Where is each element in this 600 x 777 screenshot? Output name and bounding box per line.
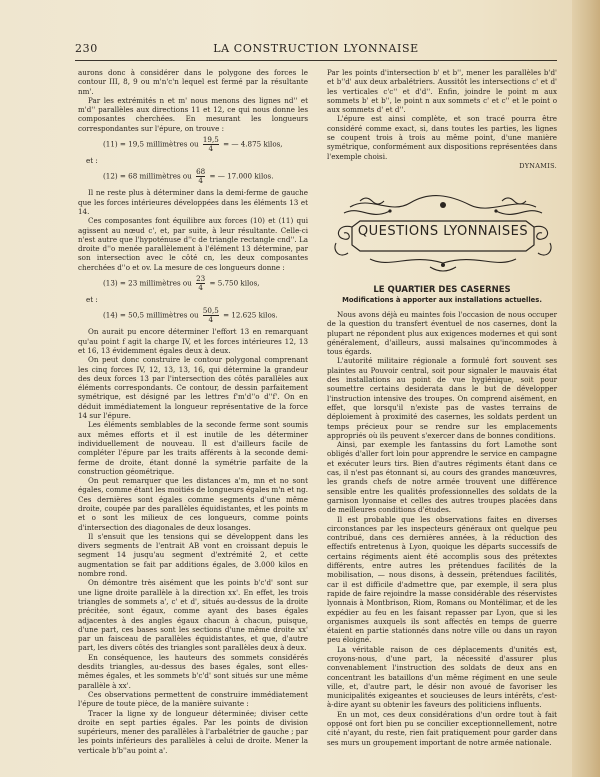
running-header	[75, 40, 557, 58]
paragraph: On peut donc construire le contour polygonal comprenant les cinq forces IV, 12, 13, 13, 16, qui détermine la grandeur des deux forces 13 par l'intersection des côtés parallèles aux éléments correspondants. Ce contour, de dessin parfaitement symétrique, est désigné par les lettres f'm'd''o d''f'. On en déduit immédiatement la longueur représentative de la force 14 sur l'épure.	[78, 355, 308, 421]
equation-rhs: = 12.625 kilos.	[223, 310, 278, 320]
paragraph: En conséquence, les hauteurs des sommets considérés desdits triangles, au-dessus des bases égales, sont elles-mêmes égales, et les sommets b'c'd' sont situés sur une même parallèle à xx'.	[78, 652, 308, 690]
paragraph: La véritable raison de ces déplacements d'unités est, croyons-nous, d'une part, la nécessité d'assurer plus convenablement l'instruction des soldats de deux ans en concentrant les bataillons d'un même régiment en une seule ville, et, d'autre part, le désir non avoué de favoriser les municipalités exigeantes et soucieuses de leurs intérêts, c'est-à-dire ayant su obtenir les faveurs des politiciens influents.	[327, 644, 557, 710]
fraction-denominator: 4	[196, 283, 205, 292]
fraction-numerator: 19,5	[202, 135, 219, 145]
journal-title: LA CONSTRUCTION LYONNAISE	[213, 42, 419, 55]
paragraph: Ces composantes font équilibre aux forces (10) et (11) qui agissent au nœud c', et, par suite, à leur résultante. Celle-ci n'est autre que l'hypoténuse d''c de triangle rectangle cnd''. La droite d''o menée parallèlement à l'élément 13 détermine, par son intersection avec le côté cn, les deux composantes cherchées d''o et ov. La mesure de ces longueurs donne :	[78, 216, 308, 272]
paragraph: L'épure est ainsi complète, et son tracé pourra être considéré comme exact, si, dans toutes les parties, les lignes se coupent trois à trois au même point, d'une manière symétrique, conformément aux dispositions représentées dans l'exemple choisi.	[327, 114, 557, 161]
banner-title: QUESTIONS LYONNAISES	[357, 224, 529, 239]
fraction	[196, 275, 205, 292]
right-column-article	[327, 310, 557, 747]
equation-13	[78, 275, 308, 292]
fraction-numerator: 68	[196, 167, 206, 177]
section-title: LE QUARTIER DES CASERNES	[373, 285, 511, 295]
paragraph: aurons donc à considérer dans le polygone des forces le contour III, 8, 9 ou m'n'c'n lequel est fermé par la résultante nm'.	[78, 68, 308, 96]
page-binding-edge	[572, 0, 600, 777]
fraction-denominator: 4	[196, 176, 205, 185]
equation-rhs: = — 4.875 kilos,	[223, 139, 283, 149]
section-subtitle: Modifications à apporter aux installations actuelles.	[342, 296, 542, 304]
equation-11	[78, 136, 308, 153]
equation-14	[78, 307, 308, 324]
paragraph: En un mot, ces deux considérations d'un ordre tout à fait opposé ont fort bien pu se concilier exceptionnellement, notre cité n'ayant, du reste, rien fait pratiquement pour garder dans ses murs un groupement important de notre armée nationale.	[327, 709, 557, 747]
left-column	[78, 68, 308, 755]
fraction-denominator: 4	[203, 144, 219, 153]
paragraph: Tracer la ligne xy de longueur déterminée; diviser cette droite en sept parties égales. Par les points de division supérieurs, mener des parallèles à l'arbalétrier de gauche ; par les points inférieurs des parallèles à celui de droite. Mener la verticale b'b''au point a'.	[78, 708, 308, 755]
equation-rhs: = — 17.000 kilos.	[209, 171, 274, 181]
equation-lhs: (13) = 23 millimètres ou	[103, 278, 192, 288]
equation-12	[78, 168, 308, 185]
conjunction: et :	[86, 295, 98, 305]
page-number: 230	[75, 42, 98, 55]
right-column-top	[327, 68, 557, 171]
conjunction: et :	[86, 156, 98, 166]
paragraph: On peut remarquer que les distances a'm, mn et no sont égales, comme étant les moitiés de longueurs égales m'n et ng. Ces dernières sont égales comme segments d'une même droite, coupée par des parallèles équidistantes, et les points m et o sont les milieux de ces longueurs, comme points d'intersection des diagonales de deux losanges.	[78, 476, 308, 532]
paragraph: Il s'ensuit que les tensions qui se développent dans les divers segments de l'entrait AB vont en croissant depuis le segment 14 jusqu'au segment d'extrémité 2, et cette augmentation se fait par additions égales, de 3.000 kilos en nombre rond.	[78, 531, 308, 579]
header-rule	[75, 60, 557, 61]
paragraph: L'autorité militaire régionale a formulé fort souvent ses plaintes au Pouvoir central, soit pour signaler le mauvais état des installations au point de vue hygiénique, soit pour soumettre certains desiderata dans le but de développer l'instruction intensive des troupes. On comprend aisément, en effet, que lorsqu'il n'existe pas de vastes terrains de déploiement à proximité des casernes, les soldats perdent un temps précieux pour se rendre sur les emplacements appropriés où ils peuvent s'exercer dans de bonnes conditions.	[327, 356, 557, 440]
fraction	[196, 168, 205, 185]
paragraph: On aurait pu encore déterminer l'effort 13 en remarquant qu'au point f agit la charge IV, et les forces intérieures 12, 13 et 16, 13 évidemment égales deux à deux.	[78, 327, 308, 355]
paragraph: Ainsi, par exemple les fantassins du fort Lamothe sont obligés d'aller fort loin pour apprendre le service en campagne et exécuter leurs tirs. Bien d'autres régiments étant dans ce cas, il n'est pas étonnant si, au cours des grandes manœuvres, les grands chefs de notre armée trouvent une différence sensible entre les qualités professionnelles des soldats de la garnison lyonnaise et celles des autres troupes placées dans de meilleures conditions d'études.	[327, 440, 557, 515]
paragraph: Ces observations permettent de construire immédiatement l'épure de toute pièce, de la manière suivante :	[78, 689, 308, 709]
equation-rhs: = 5.750 kilos,	[209, 278, 260, 288]
paragraph: Il est probable que les observations faites en diverses circonstances par les inspecteurs généraux ont quelque peu contribué, dans ces dernières années, à la réduction des effectifs entretenus à Lyon, quoique les départs successifs de certains régiments aient été accomplis sous des prétextes différents, entre autres les prétendues facilités de la mobilisation, — nous disons, à dessein, prétendues facilités, car il est difficile d'admettre que, par exemple, il sera plus rapide de faire rejoindre la masse considérable des réservistes lyonnais à Montbrison, Riom, Romans ou Montélimar, et de les expédier au feu en les faisant repasser par Lyon, que si les organismes auxquels ils sont affectés en temps de guerre étaient en partie stationnés dans notre ville ou dans un rayon peu éloigné.	[327, 514, 557, 645]
paragraph: Par les points d'intersection b' et b'', mener les parallèles b'd' et b''d' aux deux arbalétriers. Aussitôt les intersections c' et d' les verticales c'c'' et d'd''. Enfin, joindre le point m aux sommets b' et b'', le point n aux sommets c' et c'' et le point o aux sommets d' et d''.	[327, 68, 557, 115]
fraction	[203, 136, 219, 153]
equation-lhs: (14) = 50,5 millimètres ou	[103, 310, 199, 320]
author-signature: DYNAMIS.	[519, 161, 557, 170]
fraction-denominator: 4	[203, 315, 219, 324]
paragraph: Il ne reste plus à déterminer dans la demi-ferme de gauche que les forces intérieures développées dans les éléments 13 et 14.	[78, 188, 308, 216]
fraction-numerator: 50,5	[202, 306, 219, 316]
equation-lhs: (11) = 19,5 millimètres ou	[103, 139, 199, 149]
paragraph: Par les extrémités n et m' nous menons des lignes nd'' et m'd'' parallèles aux directions 11 et 12, ce qui nous donne les composantes cherchées. En mesurant les longueurs correspondantes sur l'épure, on trouve :	[78, 95, 308, 133]
paragraph: On démontre très aisément que les points b'c'd' sont sur une ligne droite parallèle à la direction xx'. En effet, les trois triangles de sommets a', c' et d', situés au-dessus de la droite précitée, sont égaux, comme ayant des bases égales adjacentes à des angles égaux chacun à chacun, puisque, d'une part, ces bases sont les sections d'une même droite xx' par un faisceau de parallèles équidistantes, et que, d'autre part, les divers côtés des triangles sont parallèles deux à deux.	[78, 578, 308, 653]
fraction	[203, 307, 219, 324]
paragraph: Nous avons déjà eu maintes fois l'occasion de nous occuper de la question du transfert éventuel de nos casernes, dont la plupart ne répondent plus aux exigences modernes et qui sont généralement, d'ailleurs, aussi malsaines qu'incommodes à tous égards.	[327, 310, 557, 357]
fraction-numerator: 23	[196, 274, 206, 284]
questions-lyonnaises-banner	[330, 193, 556, 275]
equation-lhs: (12) = 68 millimètres ou	[103, 171, 192, 181]
paragraph: Les éléments semblables de la seconde ferme sont soumis aux mêmes efforts et il est inutile de les déterminer individuellement de nouveau. Il est d'ailleurs facile de compléter l'épure par les traits afférents à la seconde demi-ferme de droite, étant donné la symétrie parfaite de la construction géométrique.	[78, 420, 308, 476]
